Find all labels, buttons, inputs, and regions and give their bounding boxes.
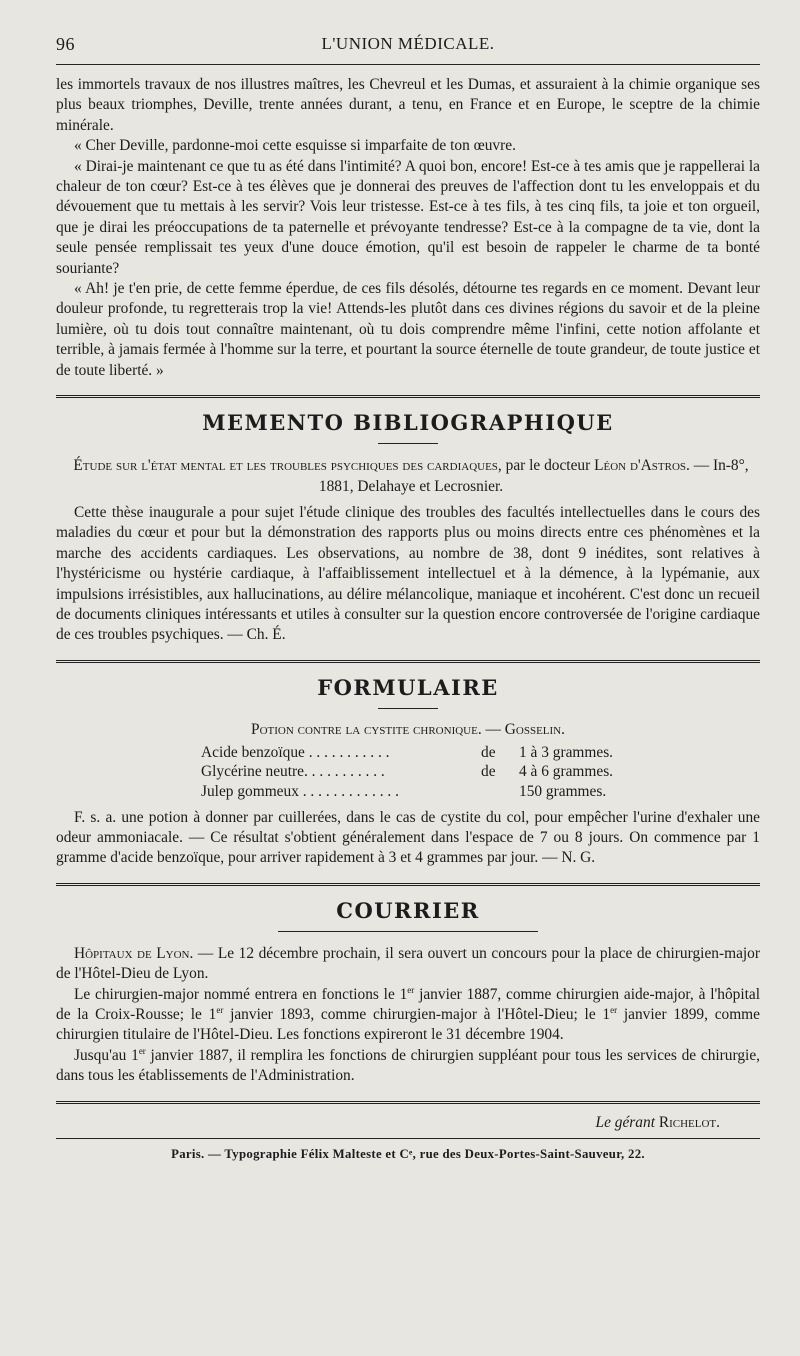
ingredient-name: Acide benzoïque . . . . . . . . . . .	[201, 743, 390, 761]
ingredient-name: Glycérine neutre. . . . . . . . . . .	[201, 763, 385, 781]
section-divider	[56, 395, 760, 400]
signature-name: Richelot.	[658, 1113, 720, 1131]
ingredient-unit: de	[481, 743, 496, 761]
ingredient-quantity: 150 grammes.	[519, 782, 607, 800]
book-details: . — In-8°, 1881, Delahaye et Lecrosnier.	[318, 457, 749, 495]
book-title: Étude sur l'état mental et les troubles psychiques des cardiaques	[73, 457, 498, 475]
page-number: 96	[56, 34, 75, 54]
potion-title: Potion contre la cystite chronique. — Gosselin.	[251, 720, 565, 738]
recipe-instructions: F. s. a. une potion à donner par cuillerées, dans le cas de cystite du col, pour empêcher l'urine d'exhaler une odeur ammoniacale. — Ce résultat s'obtient généralement dans l'espace de 7 ou 8 jours. On commence par 1 gramme d'acide benzoïque, pour arriver rapidement à 3 et 4 grammes par jour. — N. G.	[56, 808, 760, 867]
section-divider	[56, 883, 760, 888]
book-author-intro: , par le docteur	[497, 457, 591, 475]
ingredient-quantity: 1 à 3 grammes.	[519, 743, 614, 761]
recipe-row	[201, 743, 613, 763]
signature-label: Le gérant	[595, 1113, 655, 1131]
ingredient-name: Julep gommeux . . . . . . . . . . . . .	[201, 782, 399, 800]
section-divider	[56, 660, 760, 665]
title-underline	[378, 708, 438, 709]
recipe-row	[201, 762, 613, 782]
formulaire-title: FORMULAIRE	[317, 674, 499, 700]
section-divider	[56, 1101, 760, 1106]
signature	[56, 1114, 720, 1132]
eulogy-paragraph-2: « Cher Deville, pardonne-moi cette esquisse si imparfaite de ton œuvre.	[74, 137, 516, 155]
courrier-paragraph-3: Jusqu'au 1er janvier 1887, il remplira les fonctions de chirurgien suppléant pour tous les services de chirurgie, dans tous les établissements de l'Administration.	[56, 1045, 760, 1085]
recipe-table	[201, 743, 613, 802]
formulaire-section	[56, 675, 760, 869]
book-author: Léon d'Astros	[594, 457, 687, 475]
ingredient-quantity: 4 à 6 grammes.	[519, 763, 614, 781]
running-header	[56, 26, 760, 56]
title-underline	[378, 443, 438, 444]
printer-imprint: Paris. — Typographie Félix Malteste et Cᵉ, rue des Deux-Portes-Saint-Sauveur, 22.	[171, 1146, 645, 1161]
footer-rule	[56, 1138, 760, 1139]
recipe-row	[201, 782, 613, 802]
title-underline	[278, 931, 538, 932]
memento-section	[56, 410, 760, 646]
memento-title: MEMENTO BIBLIOGRAPHIQUE	[202, 410, 614, 436]
courrier-paragraph-2: Le chirurgien-major nommé entrera en fonctions le 1er janvier 1887, comme chirurgien aide-major, à l'hôpital de la Croix-Rousse; le 1er janvier 1893, comme chirurgien-major à l'Hôtel-Dieu; le 1er janvier 1899, comme chirurgien titulaire de l'Hôtel-Dieu. Les fonctions expireront le 31 décembre 1904.	[56, 984, 760, 1044]
courrier-section	[56, 898, 760, 1087]
journal-title: L'UNION MÉDICALE.	[321, 34, 495, 53]
book-reference	[56, 456, 760, 497]
eulogy-text	[56, 75, 760, 381]
ingredient-unit: de	[481, 763, 496, 781]
book-review: Cette thèse inaugurale a pour sujet l'étude clinique des troubles des facultés intellectuelles dans le cours des maladies du cœur et pour but la démonstration des rapports plus ou moins directs entre ces phénomènes et la marche des accidents cardiaques. Les observations, au nombre de 38, dont 9 inédites, sont relatives à l'hystéricisme ou hystérie cardiaque, à l'affaiblissement intellectuel et à la démence, à la lypémanie, aux impulsions irrésistibles, aux hallucinations, au délire mélancolique, maniaque et incohérent. C'est donc un recueil de documents cliniques intéressants et utiles à consulter sur la question encore controversée de l'origine cardiaque de ces troubles psychiques. — Ch. É.	[56, 503, 760, 644]
ingredient-unit	[481, 782, 519, 802]
eulogy-paragraph-3: « Dirai-je maintenant ce que tu as été dans l'intimité? A quoi bon, encore! Est-ce à tes amis que je rappellerai la chaleur de ton cœur? Est-ce à tes élèves que je donnerai des preuves de l'affection dont tu les enveloppais et du dévouement que tu mettais à les servir? Vois leur tristesse. Est-ce à tes fils, à tes cinq fils, ta joie et ton orgueil, que je dirai les préoccupations de ta paternelle et prévoyante tendresse? Est-ce à la compagne de ta vie, dont la seule pensée remplissait tes yeux d'une douce émotion, qu'il est besoin de rappeler le charme de ta bonté souriante?	[56, 157, 760, 277]
eulogy-paragraph-1: les immortels travaux de nos illustres maîtres, les Chevreul et les Dumas, et assuraient à la chimie organique ses plus beaux triomphes, Deville, trente années durant, a tenu, en France et en Europe, le sceptre de la chimie minérale.	[56, 76, 760, 134]
eulogy-paragraph-4: « Ah! je t'en prie, de cette femme éperdue, de ces fils désolés, détourne tes regards en ce moment. Devant leur douleur profonde, tu regretterais trop la vie! Attends-les plutôt dans ces divines régions du savoir et de la pleine lumière, où tu dois tout connaître maintenant, où tu dois comprendre même l'infini, cette notion affolante et terrible, à jamais fermée à l'homme sur la terre, et pourtant la source éternelle de toute grandeur, de toute justice et de toute liberté. »	[56, 280, 760, 379]
courrier-paragraph-1: Hôpitaux de Lyon. — Le 12 décembre prochain, il sera ouvert un concours pour la place de chirurgien-major de l'Hôtel-Dieu de Lyon.	[56, 944, 760, 983]
courrier-lead-label: Hôpitaux de Lyon.	[74, 944, 194, 962]
header-rule	[56, 64, 760, 65]
courrier-title: COURRIER	[336, 897, 480, 923]
